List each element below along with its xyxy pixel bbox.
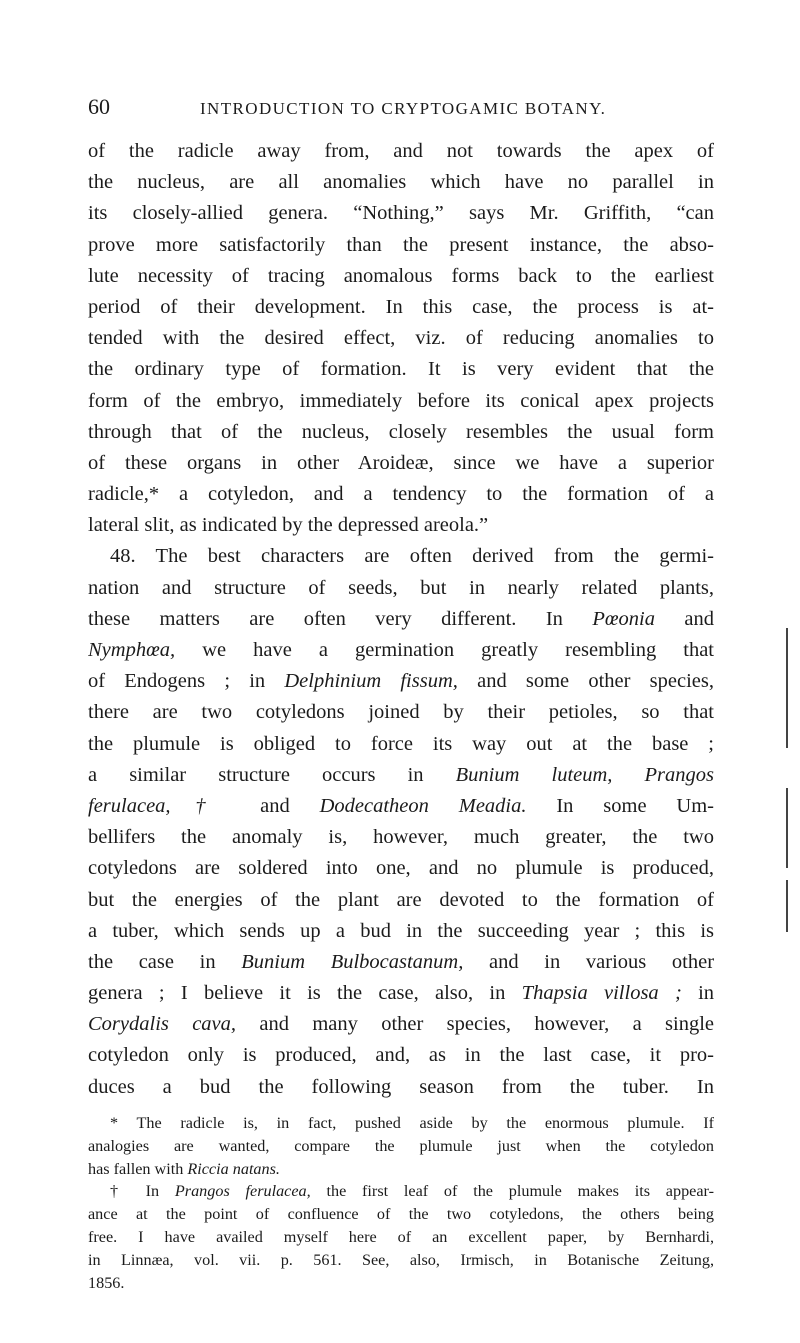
text-line: radicle,* a cotyledon, and a tendency to the formation of a	[88, 483, 714, 506]
species-name: Thapsia villosa ;	[521, 982, 682, 1005]
species-name: Dodecatheon Meadia.	[319, 794, 527, 817]
line-segment: In some Um-	[556, 794, 714, 817]
text-line: a tuber, which sends up a bud in the succeeding year ; this is	[88, 919, 714, 942]
line-segment: of Endogens ; in	[88, 670, 266, 693]
text-line: lateral slit, as indicated by the depressed areola.”	[88, 514, 489, 537]
line-segment: a similar structure occurs in	[88, 763, 424, 786]
footnote-line	[88, 1158, 714, 1181]
text-line: cotyledons are soldered into one, and no plumule is produced,	[88, 857, 714, 880]
footnote-star: * The radicle is, in fact, pushed aside by the enormous plumule. If	[110, 1113, 714, 1132]
line-segment: we have a germination greatly resembling that	[202, 639, 714, 661]
footnote-line: 1856.	[88, 1274, 125, 1293]
text-line: the nucleus, are all anomalies which have no parallel in	[88, 171, 714, 194]
genus-name: Nymphœa,	[88, 639, 176, 661]
text-line: but the energies of the plant are devoted to the formation of	[88, 888, 714, 911]
text-line: of the radicle away from, and not towards the apex of	[88, 140, 714, 162]
footnote-dagger	[88, 1180, 714, 1203]
text-line: tended with the desired effect, viz. of reducing anomalies to	[88, 327, 714, 350]
text-line: of these organs in other Aroideæ, since we have a superior	[88, 451, 714, 474]
text-line: nation and structure of seeds, but in nearly related plants,	[88, 576, 714, 599]
text-line	[88, 978, 714, 1009]
species-name: Bunium luteum, Prangos	[455, 763, 714, 786]
text-line: prove more satisfactorily than the present instance, the abso-	[88, 233, 714, 256]
footnotes	[88, 1112, 714, 1295]
species-name: Delphinium fissum,	[284, 670, 458, 693]
scan-margin-mark	[786, 880, 788, 932]
main-text	[88, 136, 714, 1103]
species-name: ferulacea,†	[88, 794, 231, 817]
species-name: Riccia natans.	[187, 1159, 280, 1178]
text-line	[88, 666, 714, 697]
line-segment: the case in	[88, 950, 216, 973]
line-segment: and many other species, however, a single	[259, 1013, 714, 1036]
text-line: there are two cotyledons joined by their petioles, so that	[88, 701, 714, 724]
paragraph-48-start: 48. The best characters are often derived from the germi-	[110, 545, 714, 568]
line-segment: these matters are often very different. In	[88, 607, 563, 630]
line-segment: and	[260, 794, 290, 817]
line-segment: has fallen with	[88, 1159, 184, 1178]
text-line: duces a bud the following season from the tuber. In	[88, 1075, 714, 1098]
running-title: INTRODUCTION TO CRYPTOGAMIC BOTANY.	[200, 99, 607, 118]
text-line	[88, 1009, 714, 1040]
line-segment: the first leaf of the plumule makes its appear-	[326, 1182, 714, 1201]
text-line: cotyledon only is produced, and, as in the last case, it pro-	[88, 1044, 714, 1067]
line-segment: genera ; I believe it is the case, also, in	[88, 982, 506, 1005]
text-line: its closely-allied genera. “Nothing,” says Mr. Griffith, “can	[88, 202, 714, 225]
footnote-line: free. I have availed myself here of an excellent paper, by Bernhardi,	[88, 1228, 714, 1247]
text-line: through that of the nucleus, closely resembles the usual form	[88, 420, 714, 443]
species-name: Prangos ferulacea,	[174, 1182, 311, 1201]
text-line	[88, 791, 714, 822]
genus-name: Pœonia	[592, 607, 655, 630]
text-line: bellifers the anomaly is, however, much greater, the two	[88, 826, 714, 849]
scan-margin-mark	[786, 788, 788, 868]
species-name: Bunium Bulbocastanum,	[241, 950, 464, 973]
text-line: the ordinary type of formation. It is very evident that the	[88, 358, 714, 381]
scan-margin-mark	[786, 628, 788, 748]
running-head	[88, 92, 714, 128]
text-line: form of the embryo, immediately before its conical apex projects	[88, 389, 714, 412]
text-line: lute necessity of tracing anomalous forms back to the earliest	[88, 264, 714, 287]
species-name: Corydalis cava,	[88, 1013, 237, 1036]
line-segment: † In	[110, 1182, 160, 1201]
text-line	[88, 947, 714, 978]
text-line	[88, 604, 714, 635]
line-segment: in	[698, 982, 714, 1005]
line-segment: and some other species,	[477, 670, 714, 693]
footnote-line: analogies are wanted, compare the plumule just when the cotyledon	[88, 1136, 714, 1155]
line-segment: and in various other	[489, 950, 714, 973]
text-line	[88, 635, 714, 666]
text-line	[88, 760, 714, 791]
book-page	[88, 92, 714, 1295]
text-line: period of their development. In this case, the process is at-	[88, 295, 714, 318]
page-number: 60	[88, 94, 110, 119]
text-line: the plumule is obliged to force its way out at the base ;	[88, 732, 714, 755]
footnote-line: ance at the point of confluence of the two cotyledons, the others being	[88, 1205, 714, 1224]
line-segment: and	[684, 607, 714, 630]
footnote-line: in Linnæa, vol. vii. p. 561. See, also, Irmisch, in Botanische Zeitung,	[88, 1251, 714, 1270]
